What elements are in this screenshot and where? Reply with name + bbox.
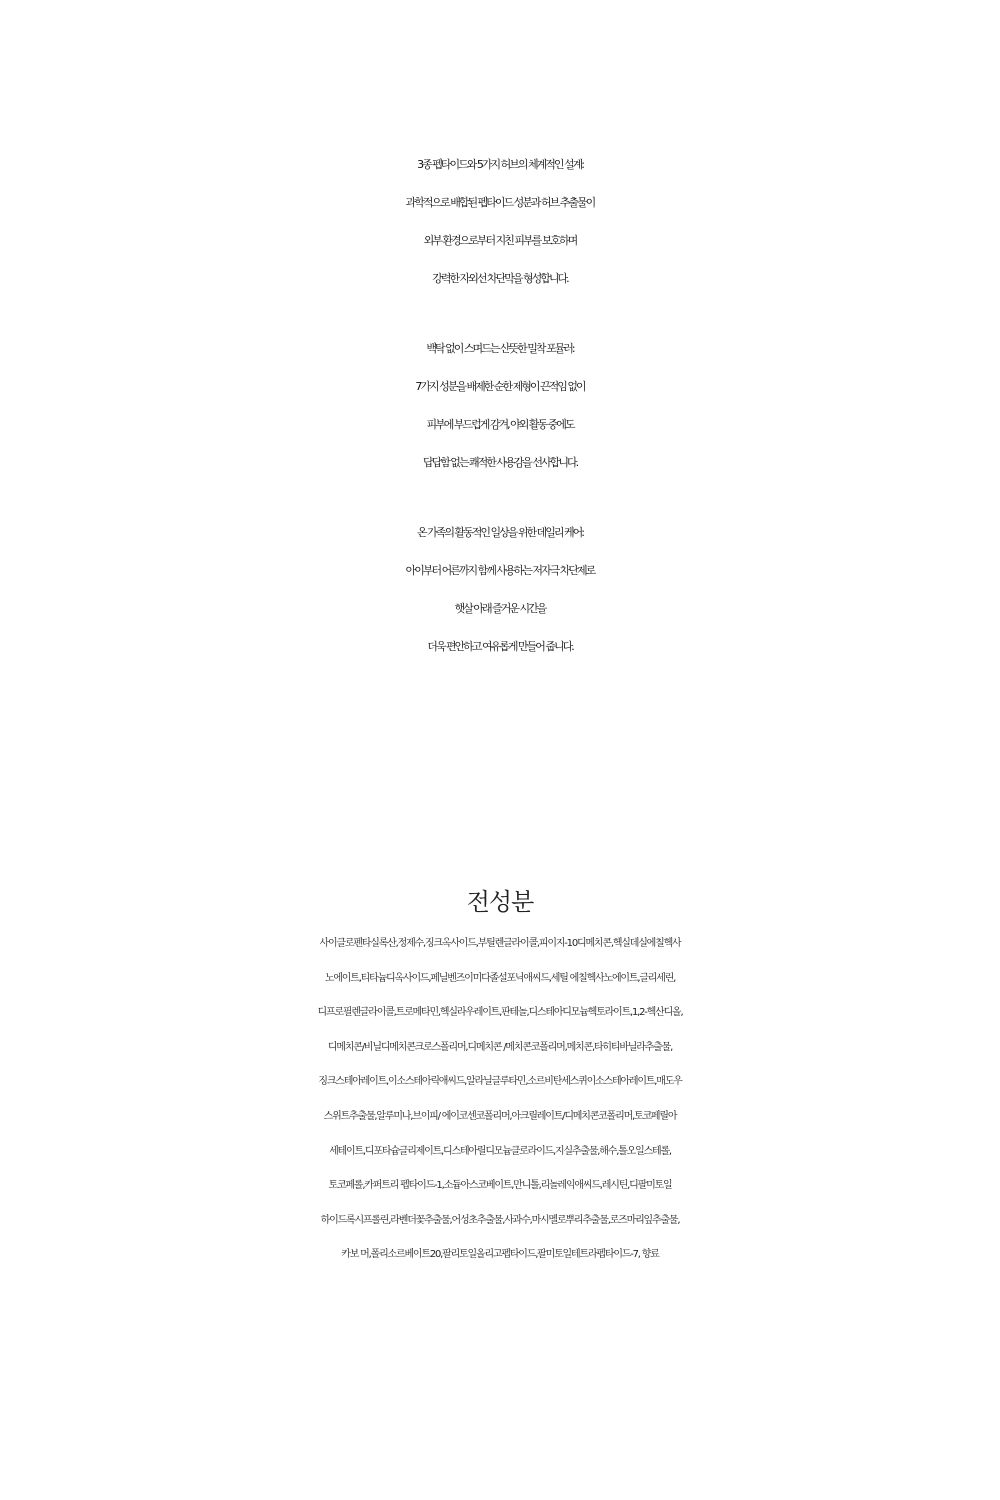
ingredients-line: 사이클로펜타실록산,정제수,징크옥사이드,부틸렌글라이콜,피이지-10디메치콘,헥실데실에칠헥사 [319,938,681,949]
feature-text-line: 햇살 아래 즐거운 시간을 [454,602,546,615]
feature-text-line: 7가지 성분을 배제한 순한 제형이 끈적임 없이 [415,380,585,393]
ingredients-line: 디프로필렌글라이콜,트로메타민,헥실라우레이트,판테놀,디스테아디모늄헥토라이트,1,2-헥산디올, [317,1007,683,1019]
ingredients-line: 노에이트,티타늄디옥사이드,페닐벤즈이미다졸설포닉애씨드,세틸 에칠헥사노에이트,글리세린, [324,972,676,984]
feature-descriptions [0,146,1000,698]
ingredients-line: 스위트추출물,알루미나,브이피/ 에이코센코폴리머,아크릴레이트/디메치콘코폴리머,토코페릴아 [323,1110,677,1122]
feature-heading: 3종 펩타이드와 5가지 허브의 체계적인 설계: [417,158,583,171]
feature-text-line: 아이부터 어른까지 함께 사용하는 저자극 차단제로 [405,564,595,577]
feature-text-line: 외부 환경으로부터 지친 피부를 보호하며 [423,234,577,247]
ingredients-line: 하이드록시프롤린,라벤더꽃추출물,어성초추출물,사과수,마시멜로뿌리추출물,로즈마리잎추출물, [320,1214,680,1226]
ingredients-line: 카보 머,폴리소르베이트20,팔리토일올리고펩타이드,팔미토일테트라펩타이드-7, 향료 [341,1249,659,1261]
feature-text-line: 피부에 부드럽게 감겨, 야외 활동 중에도 [426,418,574,431]
ingredients-line: 세테이트,디포타슘글리제이트,디스테아릴디모늄클로라이드,지실추출물,해수,톨오일스테롤, [329,1145,671,1157]
ingredients-line: 디메치콘/비닐디메치콘크로스폴리머,디메치콘 /메치콘코폴리머,메치콘,타히티바닐라추출물, [327,1041,673,1053]
feature-block-family-care [0,514,1000,666]
feature-block-peptide-herb [0,146,1000,298]
ingredients-line: 토코페롤,카퍼트리 펩타이드-1,소듐아스코베이트,만니톨,리놀레익애씨드,레시틴,디팔미토일 [328,1180,672,1192]
feature-text-line: 강력한 자외선 차단막을 형성합니다. [432,272,568,285]
feature-block-formula [0,330,1000,482]
ingredients-title: 전성분 [466,888,534,916]
feature-text-line: 답답함 없는 쾌적한 사용감을 선사합니다. [422,456,578,469]
feature-heading: 백탁 없이 스며드는 산뜻한 밀착 포뮬러: [426,342,574,355]
feature-heading: 온 가족의 활동적인 일상을 위한 데일리 케어: [417,526,583,539]
ingredients-line: 징크스테아레이트,이소스테아릭애씨드,알라닐글루타민,소르비탄세스퀴이소스테아레이트,매도우 [318,1076,682,1088]
feature-text-line: 더욱 편안하고 여유롭게 만들어 줍니다. [427,640,573,653]
feature-text-line: 과학적으로 배합된 펩타이드 성분과 허브 추출물이 [405,196,595,209]
ingredients-section [0,885,1000,1273]
